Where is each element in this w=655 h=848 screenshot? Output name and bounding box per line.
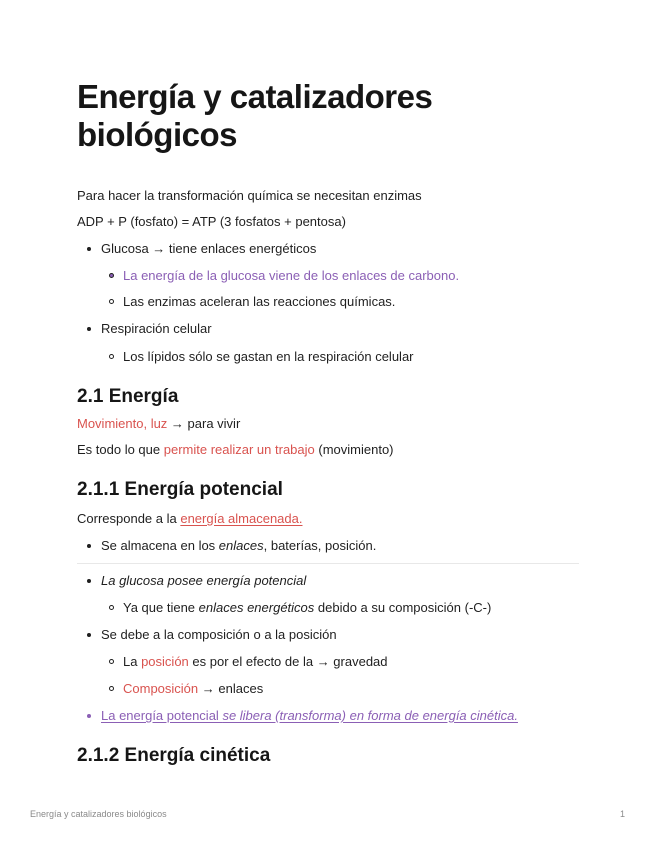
text-gravedad: es por el efecto de la → gravedad (188, 654, 388, 669)
text-es-todo: Es todo lo que (77, 442, 164, 457)
list-item-almacena (77, 537, 376, 555)
list-item-energia-liberada (77, 707, 518, 725)
highlight-composicion: Composición (123, 681, 199, 696)
text-movimiento: (movimiento) (314, 442, 394, 457)
text-energia-potencial-link: La energía potencial (101, 708, 223, 723)
text-enlaces-arrow: → enlaces (198, 681, 264, 696)
text-almacena: Se almacena en los (101, 538, 219, 553)
list-item-glucosa-potencial (77, 572, 306, 590)
potencial-line (77, 510, 303, 528)
text-glucosa-potencial: La glucosa posee energía potencial (101, 573, 307, 588)
footer-document-title: Energía y catalizadores biológicos (30, 809, 167, 819)
list-subitem-enlaces-energeticos (77, 599, 491, 617)
text-composicion-c: debido a su composición (-C-) (314, 600, 492, 615)
list-subitem-glucosa-energia: La energía de la glucosa viene de los enlaces de carbono. (77, 267, 459, 285)
intro-line-1: Para hacer la transformación química se necesitan enzimas (77, 188, 422, 203)
text-enlaces-energeticos: enlaces energéticos (198, 600, 315, 615)
highlight-posicion: posición (141, 654, 189, 669)
highlight-trabajo: permite realizar un trabajo (163, 442, 315, 457)
text-la: La (123, 654, 142, 669)
text-enlaces: enlaces (218, 538, 264, 553)
list-subitem-enzimas: Las enzimas aceleran las reacciones químicas. (77, 293, 395, 311)
heading-2-1-1: 2.1.1 Energía potencial (77, 479, 283, 500)
highlight-movimiento-luz: Movimiento, luz (77, 416, 168, 431)
divider (77, 563, 579, 564)
list-subitem-posicion (77, 653, 388, 671)
heading-2-1: 2.1 Energía (77, 386, 179, 407)
text-para-vivir: → para vivir (167, 416, 241, 431)
text-corresponde: Corresponde a la (77, 511, 181, 526)
energia-line-2 (77, 441, 394, 459)
list-item-respiracion: Respiración celular (77, 320, 212, 338)
text-se-libera: se libera (transforma) en forma de energía cinética. (222, 708, 518, 723)
page-title: Energía y catalizadores biológicos (77, 78, 433, 153)
list-subitem-lipidos: Los lípidos sólo se gastan en la respiración celular (77, 348, 414, 366)
highlight-energia-almacenada: energía almacenada. (180, 511, 303, 526)
heading-2-1-2: 2.1.2 Energía cinética (77, 745, 271, 766)
list-subitem-composicion (77, 680, 263, 698)
list-item-glucosa: Glucosa → tiene enlaces energéticos (77, 240, 316, 258)
text-ya-que: Ya que tiene (123, 600, 199, 615)
energia-line-1 (77, 415, 240, 433)
footer-page-number: 1 (619, 809, 625, 819)
text-baterias: , baterías, posición. (263, 538, 377, 553)
intro-line-2: ADP + P (fosfato) = ATP (3 fosfatos + pentosa) (77, 214, 346, 229)
list-item-composicion-posicion: Se debe a la composición o a la posición (77, 626, 337, 644)
